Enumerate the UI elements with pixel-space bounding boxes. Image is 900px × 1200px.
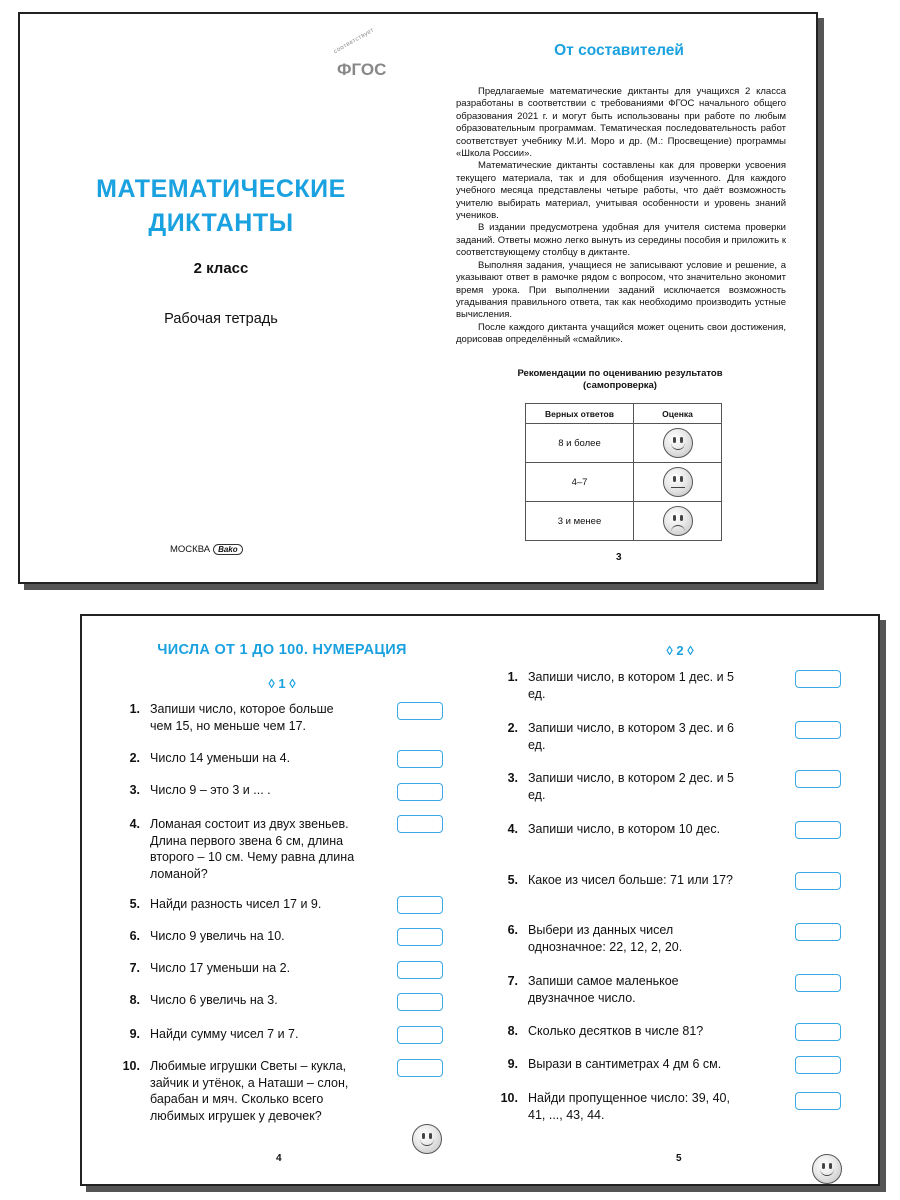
- task-text: Ломаная состоит из двух звеньев. Длина первого звена 6 см, длина второго – 10 см. Чему равна длина ломаной?: [150, 817, 355, 881]
- task-number: 6.: [129, 929, 140, 943]
- answer-box[interactable]: [795, 770, 841, 788]
- answer-box[interactable]: [795, 1023, 841, 1041]
- page-number-3: 3: [616, 552, 622, 563]
- task-item: [113, 960, 356, 977]
- happy-face-icon: [663, 428, 693, 458]
- row-range: 8 и более: [526, 424, 634, 463]
- task-text: Любимые игрушки Светы – кукла, зайчик и утёнок, а Наташи – слон, барабан и мяч. Сколько всего любимых игрушек у девочек?: [150, 1059, 349, 1123]
- preface-paragraph: В издании предусмотрена удобная для учителя система проверки заданий. Ответы можно легко вынуть из середины пособия и приложить к соответствующему столбцу в диктанте.: [456, 222, 786, 259]
- task-number: 2.: [507, 721, 518, 735]
- preface-paragraph: После каждого диктанта учащийся может оценить свои достижения, дорисовав определённый «смайлик».: [456, 321, 786, 346]
- answer-box[interactable]: [397, 702, 443, 720]
- preface-paragraph: Математические диктанты составлены как для проверки усвоения текущего материала, так и для обобщения изученного. Для каждого учебного месяца представлены четыре работы, что даёт возможность учителю выбирать материал, учитывая особенности и уровень знаний учеников.: [456, 160, 786, 222]
- task-item: [491, 1056, 734, 1073]
- task-item: [113, 750, 356, 767]
- page-number-5: 5: [676, 1153, 682, 1164]
- table-row: [526, 502, 722, 541]
- task-number: 9.: [507, 1057, 518, 1071]
- answer-box[interactable]: [795, 721, 841, 739]
- answer-box[interactable]: [397, 783, 443, 801]
- fgos-logo-mark: ФГОС: [337, 60, 387, 79]
- row-face: [634, 463, 722, 502]
- recommendations-title: [490, 368, 750, 392]
- page-number-4: 4: [276, 1153, 282, 1164]
- task-number: 7.: [507, 974, 518, 988]
- preface-paragraph: Выполняя задания, учащиеся не записывают условие и решение, а указывают ответ в рамочке рядом с вопросом, что значительно экономит время урока. При выполнении заданий исключается возможность угадывания правильного ответа, так как необходимо производить устные вычисления.: [456, 259, 786, 321]
- spread-pages-2-3: [18, 12, 818, 584]
- answer-box[interactable]: [795, 1056, 841, 1074]
- task-number: 3.: [129, 783, 140, 797]
- answer-box[interactable]: [397, 1026, 443, 1044]
- task-text: Число 6 увеличь на 3.: [150, 993, 278, 1007]
- task-number: 4.: [507, 822, 518, 836]
- task-item: [113, 992, 356, 1009]
- answer-box[interactable]: [795, 872, 841, 890]
- grade-label: 2 класс: [193, 260, 249, 277]
- task-item: [113, 782, 356, 799]
- task-text: Какое из чисел больше: 71 или 17?: [528, 873, 733, 887]
- publisher-imprint: [170, 544, 243, 555]
- task-text: Число 14 уменьши на 4.: [150, 751, 291, 765]
- task-text: Запиши число, в котором 1 дес. и 5 ед.: [528, 670, 734, 701]
- variant-2-heading: ◊ 2 ◊: [666, 643, 694, 658]
- task-text: Сколько десятков в числе 81?: [528, 1024, 704, 1038]
- book-title-line-1: МАТЕМАТИЧЕСКИЕ: [96, 175, 346, 203]
- fgos-logo-arc-text: соответствует: [333, 27, 376, 56]
- book-type-label: Рабочая тетрадь: [164, 311, 278, 327]
- grading-table: [525, 403, 722, 541]
- task-number: 4.: [129, 817, 140, 831]
- task-number: 7.: [129, 961, 140, 975]
- task-item: [491, 1023, 734, 1040]
- self-assessment-face-icon[interactable]: [412, 1124, 442, 1154]
- task-number: 1.: [507, 670, 518, 684]
- row-range: 3 и менее: [526, 502, 634, 541]
- task-text: Запиши число, в котором 3 дес. и 6 ед.: [528, 721, 734, 752]
- task-item: [491, 872, 734, 889]
- row-face: [634, 424, 722, 463]
- table-row: [526, 424, 722, 463]
- task-item: [491, 821, 734, 838]
- task-number: 3.: [507, 771, 518, 785]
- task-text: Выбери из данных чисел однозначное: 22, 12, 2, 20.: [528, 923, 683, 954]
- preface-text: [456, 86, 786, 347]
- row-face: [634, 502, 722, 541]
- header-correct-answers: Верных ответов: [526, 404, 634, 424]
- table-row: [526, 463, 722, 502]
- task-item: [113, 896, 356, 913]
- task-item: [491, 922, 734, 955]
- recommendations-title-line-1: Рекомендации по оцениванию результатов: [517, 368, 723, 379]
- task-number: 10.: [500, 1091, 518, 1105]
- task-text: Найди сумму чисел 7 и 7.: [150, 1027, 299, 1041]
- grading-table-header: [526, 404, 722, 424]
- variant-1-heading: ◊ 1 ◊: [268, 676, 296, 691]
- task-text: Запиши число, в котором 2 дес. и 5 ед.: [528, 771, 734, 802]
- publisher-city: МОСКВА: [170, 544, 211, 555]
- task-text: Найди пропущенное число: 39, 40, 41, ..., 43, 44.: [528, 1091, 730, 1122]
- task-number: 6.: [507, 923, 518, 937]
- task-number: 5.: [507, 873, 518, 887]
- task-number: 10.: [122, 1059, 140, 1073]
- task-text: Запиши число, которое больше чем 15, но меньше чем 17.: [150, 702, 334, 733]
- recommendations-title-line-2: (самопроверка): [583, 380, 657, 391]
- preface-title: От составителей: [554, 42, 684, 59]
- task-item: [491, 1090, 734, 1123]
- answer-box[interactable]: [795, 670, 841, 688]
- task-number: 8.: [507, 1024, 518, 1038]
- task-item: [113, 1058, 356, 1124]
- answer-box[interactable]: [397, 815, 443, 833]
- task-text: Запиши самое маленькое двузначное число.: [528, 974, 679, 1005]
- row-range: 4–7: [526, 463, 634, 502]
- answer-box[interactable]: [795, 974, 841, 992]
- task-text: Запиши число, в котором 10 дес.: [528, 822, 721, 836]
- task-number: 1.: [129, 702, 140, 716]
- task-item: [491, 770, 734, 803]
- answer-box[interactable]: [397, 993, 443, 1011]
- spread-pages-4-5: [80, 614, 880, 1186]
- answer-box[interactable]: [397, 1059, 443, 1077]
- task-number: 2.: [129, 751, 140, 765]
- task-text: Число 9 – это 3 и ... .: [150, 783, 271, 797]
- neutral-face-icon: [663, 467, 693, 497]
- answer-box[interactable]: [397, 928, 443, 946]
- answer-box[interactable]: [795, 821, 841, 839]
- task-text: Число 17 уменьши на 2.: [150, 961, 291, 975]
- task-item: [491, 669, 734, 702]
- task-text: Вырази в сантиметрах 4 дм 6 см.: [528, 1057, 722, 1071]
- task-item: [113, 701, 356, 734]
- task-item: [113, 816, 356, 882]
- answer-box[interactable]: [795, 1092, 841, 1110]
- task-text: Число 9 увеличь на 10.: [150, 929, 285, 943]
- self-assessment-face-icon[interactable]: [812, 1154, 842, 1184]
- task-item: [491, 973, 734, 1006]
- task-number: 5.: [129, 897, 140, 911]
- publisher-logo: Bako: [213, 544, 243, 555]
- book-title: [60, 172, 382, 240]
- header-grade: Оценка: [634, 404, 722, 424]
- answer-box[interactable]: [397, 896, 443, 914]
- preface-paragraph: Предлагаемые математические диктанты для учащихся 2 класса разработаны в соответствии с требованиями ФГОС начального общего образования 2021 г. и могут быть использованы при работе по любым образовательным программам. Тематическая последовательность работ соответствует учебнику М.И. Моро и др. (М.: Просвещение) программы «Школа России».: [456, 86, 786, 160]
- answer-box[interactable]: [795, 923, 841, 941]
- answer-box[interactable]: [397, 961, 443, 979]
- task-number: 9.: [129, 1027, 140, 1041]
- task-item: [113, 1026, 356, 1043]
- task-number: 8.: [129, 993, 140, 1007]
- answer-box[interactable]: [397, 750, 443, 768]
- book-title-line-2: ДИКТАНТЫ: [148, 209, 294, 237]
- task-text: Найди разность чисел 17 и 9.: [150, 897, 322, 911]
- fgos-logo: [333, 27, 393, 84]
- section-title: ЧИСЛА ОТ 1 ДО 100. НУМЕРАЦИЯ: [157, 642, 407, 658]
- task-item: [491, 720, 734, 753]
- sad-face-icon: [663, 506, 693, 536]
- task-item: [113, 928, 356, 945]
